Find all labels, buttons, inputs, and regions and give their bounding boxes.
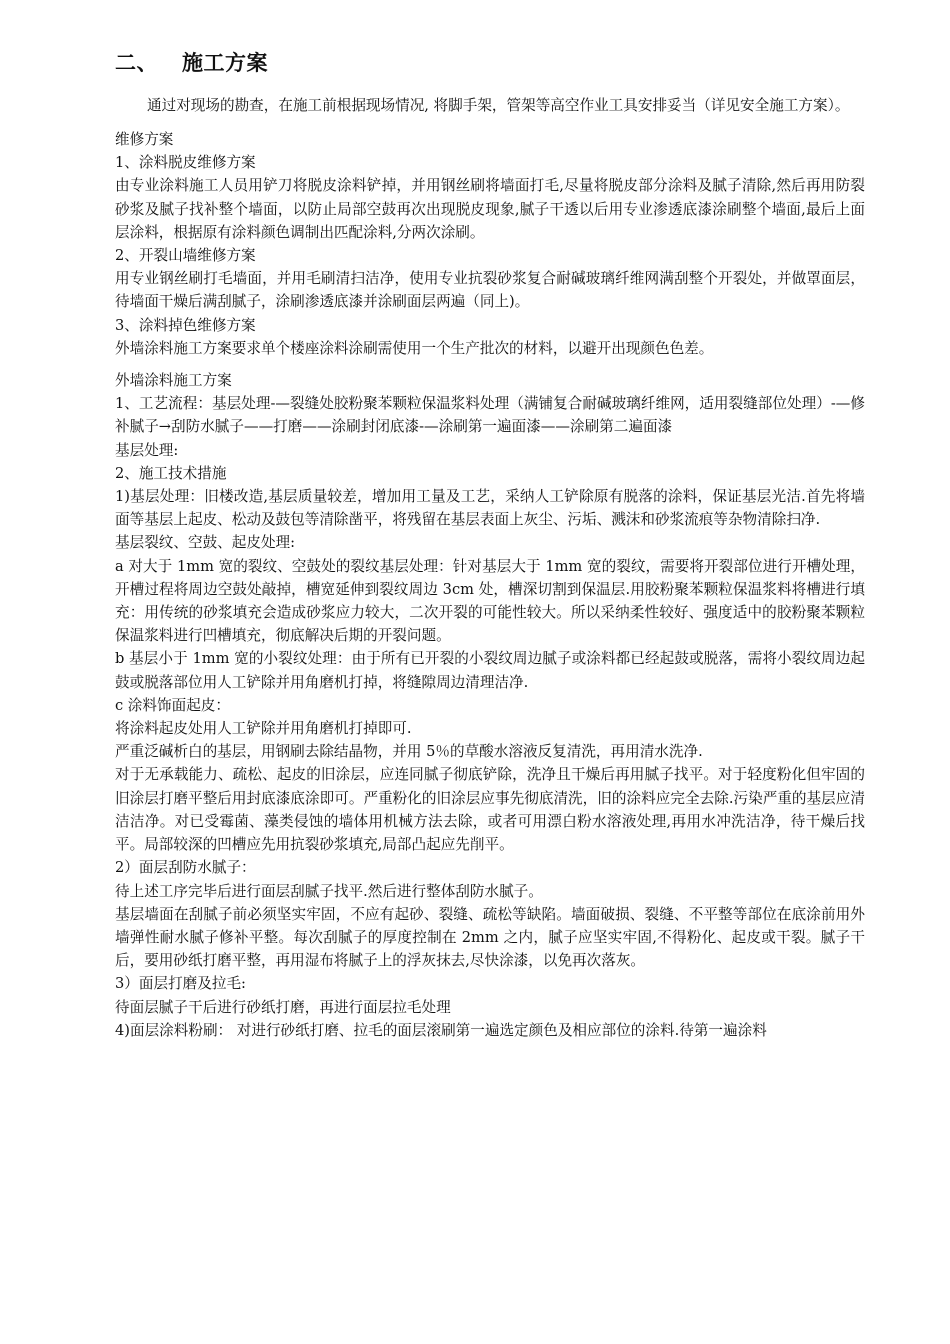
- crack-treatment-c-title: c 涂料饰面起皮：: [115, 696, 230, 714]
- intro-paragraph: 通过对现场的勘查，在施工前根据现场情况, 将脚手架，管架等高空作业工具安排妥当（详见安全施工方案）。: [147, 97, 850, 114]
- construction-plan-title: 外墙涂料施工方案: [115, 372, 232, 390]
- document-page: [115, 48, 865, 1042]
- repair-item-1-body: 由专业涂料施工人员用铲刀将脱皮涂料铲掉，并用钢丝刷将墙面打毛,尽量将脱皮部分涂料及腻子清除,然后再用防裂砂浆及腻子找补整个墙面，以防止局部空鼓再次出现脱皮现象,腻子干透以后用专业渗透底漆涂刷整个墙面,最后上面层涂料，根据原有涂料颜色调制出匹配涂料,分两次涂刷。: [115, 177, 865, 241]
- technical-measures-title: 2、施工技术措施: [115, 464, 227, 482]
- crack-treatment-title: 基层裂纹、空鼓、起皮处理:: [115, 534, 296, 552]
- putty-step-body: 基层墙面在刮腻子前必须坚实牢固，不应有起砂、裂缝、疏松等缺陷。墙面破损、裂缝、不平整等部位在底涂前用外墙弹性耐水腻子修补平整。每次刮腻子的厚度控制在 2mm 之内，腻子应坚实牢固,不得粉化、起皮或干裂。腻子干后，要用砂纸打磨平整，再用湿布将腻子上的浮灰抹去,尽快涂漆，以免再次落灰。: [115, 905, 865, 970]
- putty-step-title: 2）面层刮防水腻子：: [115, 859, 256, 877]
- crack-treatment-c-body: 将涂料起皮处用人工铲除并用角磨机打掉即可.: [115, 720, 412, 738]
- crack-treatment-a: a 对大于 1mm 宽的裂纹、空鼓处的裂纹基层处理：针对基层大于 1mm 宽的裂纹，需要将开裂部位进行开槽处理，开槽过程将周边空鼓处敲掉，槽宽延伸到裂纹周边 3cm 处，槽深切割到保温层.用胶粉聚苯颗粒保温浆料将槽进行填充：用传统的砂浆填充会造成砂浆应力较大，二次开裂的可能性较大。所以采纳柔性较好、强度适中的胶粉聚苯颗粒保温浆料进行凹槽填充，彻底解决后期的开裂问题。: [115, 557, 865, 645]
- base-treatment-body: 1)基层处理：旧楼改造,基层质量较差，增加用工量及工艺，采纳人工铲除原有脱落的涂料，保证基层光洁.首先将墙面等基层上起皮、松动及鼓包等清除凿平，将残留在基层表面上灰尘、污垢、溅沫和砂浆流痕等杂物清除扫净.: [115, 488, 865, 529]
- crack-treatment-b: b 基层小于 1mm 宽的小裂纹处理：由于所有已开裂的小裂纹周边腻子或涂料都已经起鼓或脱落，需将小裂纹周边起鼓或脱落部位用人工铲除并用角磨机打掉，将缝隙周边清理洁净.: [115, 650, 865, 691]
- sanding-step-body: 待面层腻子干后进行砂纸打磨，再进行面层拉毛处理: [115, 998, 451, 1016]
- repair-item-3-title: 3、涂料掉色维修方案: [115, 316, 256, 334]
- efflorescence-treatment: 严重泛碱析白的基层，用钢刷去除结晶物，并用 5％的草酸水溶液反复清洗，再用清水洗净.: [115, 743, 703, 761]
- repair-item-2-title: 2、开裂山墙维修方案: [115, 247, 256, 265]
- repair-plan-title: 维修方案: [115, 131, 174, 148]
- construction-plan-section: [115, 369, 865, 1042]
- section-heading: [115, 48, 865, 78]
- base-treatment-label: 基层处理:: [115, 441, 179, 459]
- repair-item-1-title: 1、涂料脱皮维修方案: [115, 154, 256, 172]
- sanding-step-title: 3）面层打磨及拉毛:: [115, 975, 246, 993]
- putty-step-summary: 待上述工序完毕后进行面层刮腻子找平.然后进行整体刮防水腻子。: [115, 882, 543, 900]
- section-title: 施工方案: [182, 51, 268, 75]
- painting-step: 4)面层涂料粉刷： 对进行砂纸打磨、拉毛的面层滚刷第一遍选定颜色及相应部位的涂料.待第一遍涂料: [115, 1021, 767, 1039]
- repair-plan-section: [115, 128, 865, 360]
- process-flow: 1、工艺流程：基层处理-—裂缝处胶粉聚苯颗粒保温浆料处理（满铺复合耐碱玻璃纤维网，适用裂缝部位处理）-—修补腻子→刮防水腻子——打磨——涂刷封闭底漆-—涂刷第一遍面漆——涂刷第二遍面漆: [115, 395, 865, 436]
- old-coating-treatment: 对于无承载能力、疏松、起皮的旧涂层，应连同腻子彻底铲除，洗净且干燥后再用腻子找平。对于轻度粉化但牢固的旧涂层打磨平整后用封底漆底涂即可。严重粉化的旧涂层应事先彻底清洗，旧的涂料应完全去除.污染严重的基层应清洁洁净。对已受霉菌、藻类侵蚀的墙体用机械方法去除，或者可用漂白粉水溶液处理,再用水冲洗洁净，待干燥后找平。局部较深的凹槽应先用抗裂砂浆填充,局部凸起应先削平。: [115, 766, 865, 854]
- repair-item-2-body: 用专业钢丝刷打毛墙面，并用毛刷清扫洁净，使用专业抗裂砂浆复合耐碱玻璃纤维网满刮整个开裂处，并做罩面层，待墙面干燥后满刮腻子，涂刷渗透底漆并涂刷面层两遍（同上)。: [115, 270, 865, 311]
- section-number: 二、: [115, 51, 158, 75]
- repair-item-3-body: 外墙涂料施工方案要求单个楼座涂料涂刷需使用一个生产批次的材料，以避开出现颜色色差。: [115, 339, 714, 357]
